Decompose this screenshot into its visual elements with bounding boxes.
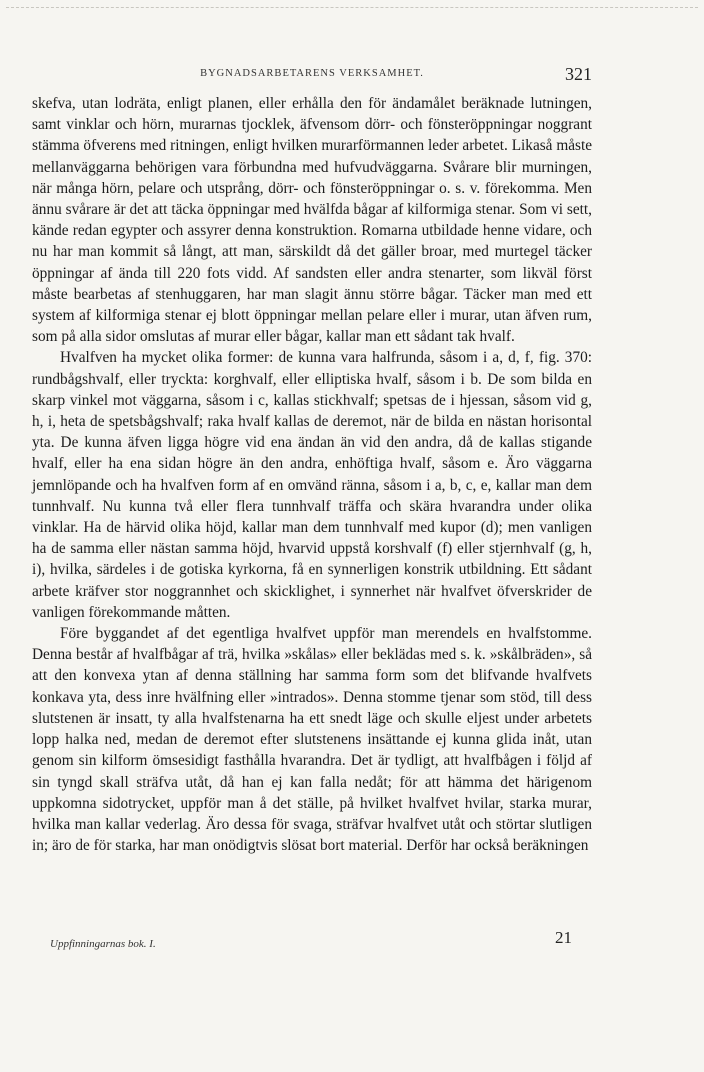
- signature-number: 21: [555, 928, 572, 947]
- page-number: 321: [565, 64, 592, 84]
- paragraph: Före byggandet af det egentliga hvalfvet uppför man merendels en hvalfstomme. Denna består af hvalfbågar af trä, hvilka »skålas» eller beklädas med s. k. »skålbräden», så att den konvexa ytan af denna ställning har samma form som det blifvande hvalfvets konkava yta, dess inre hvälfning eller »intrados». Denna stomme tjenar som stöd, till dess slutstenen är insatt, ty alla hvalfstenarna ha ett snedt läge och skulle eljest under arbetets lopp halka ned, medan de deremot efter slutstenens insättande ej kunna glida inåt, utan genom sin kilform ömsesidigt fasthålla hvarandra. Det är tydligt, att hvalfbågen i följd af sin tyngd skall sträfva utåt, då han ej kan falla nedåt; för att hämma det härigenom uppkomna sidotrycket, uppför man å det ställe, på hvilket hvalfvet hvilar, starka murar, hvilka man kallar vederlag. Äro dessa för svaga, sträfvar hvalfvet utåt och störtar slutligen in; äro de för starka, har man onödigtvis slösat bort material. Derför har också beräkningen: [32, 625, 592, 855]
- page-footer: [50, 928, 572, 952]
- body-text: [32, 93, 592, 856]
- paragraph: skefva, utan lodräta, enligt planen, eller erhålla den för ändamålet beräknade lutningen, samt vinklar och hörn, murarnas tjocklek, äfvensom dörr- och fönsteröppningar noggrant stämma öfverens med ritningen, enligt hvilken murarförmannen leder arbetet. Likaså måste mellanväggarna behörigen vara förbundna med hufvudväggarna. Svårare blir murningen, när många hörn, pelare och utsprång, dörr- och fönsteröppningar o. s. v. förekomma. Men ännu svårare är det att täcka öppningar med hvälfda bågar af kilformiga stenar. Som vi sett, kände redan egypter och assyrer denna konstruktion. Romarna utbildade henne vidare, och nu har man kommit så långt, att man, särskildt då det gäller broar, med murtegel täcker öppningar af ända till 220 fots vidd. Af sandsten eller andra stenarter, som likväl först måste bearbetas af stenhuggaren, har man slagit ännu större bågar. Täcker man med ett system af kilformiga stenar ej blott öppningar mellan pelare eller i murar, utan äfven rum, som på alla sidor omslutas af murar eller bågar, kallar man ett sådant tak hvalf.: [32, 95, 592, 346]
- page-header: [32, 64, 592, 86]
- signature-note: Uppfinningarnas bok. I.: [50, 938, 156, 950]
- top-border-rule: [6, 7, 698, 8]
- paragraph: Hvalfven ha mycket olika former: de kunna vara halfrunda, såsom i a, d, f, fig. 370: rundbågshvalf, eller tryckta: korghvalf, eller elliptiska hvalf, såsom i b. De som bilda en skarp vinkel mot väggarna, såsom i c, kallas stickhvalf; spetsas de i hjessan, såsom vid g, h, i, heta de spetsbågshvalf; raka hvalf kallas de deremot, när de bilda en nästan horisontal yta. De kunna äfven ligga högre vid ena ändan än vid den andra, då de kallas stigande hvalf, eller ha ena sidan högre än den andra, enhöftiga hvalf, såsom e. Äro väggarna jemnlöpande och ha hvalfven form af en omvänd ränna, såsom i a, b, c, e, kallar man dem tunnhvalf. Nu kunna två eller flera tunnhvalf träffa och skära hvarandra under olika vinklar. Ha de härvid olika höjd, kallar man dem tunnhvalf med kupor (d); men vanligen ha de samma eller nästan samma höjd, hvarvid uppstå korshvalf (f) eller stjernhvalf (g, h, i), hvilka, särdeles i de gotiska kyrkorna, få en synnerligen konstrik utbildning. Ett sådant arbete kräfver stor noggrannhet och skicklighet, i synnerhet när hvalfvet öfverskrider de vanligen förekommande måtten.: [32, 349, 592, 621]
- running-head: BYGNADSARBETARENS VERKSAMHET.: [200, 68, 424, 79]
